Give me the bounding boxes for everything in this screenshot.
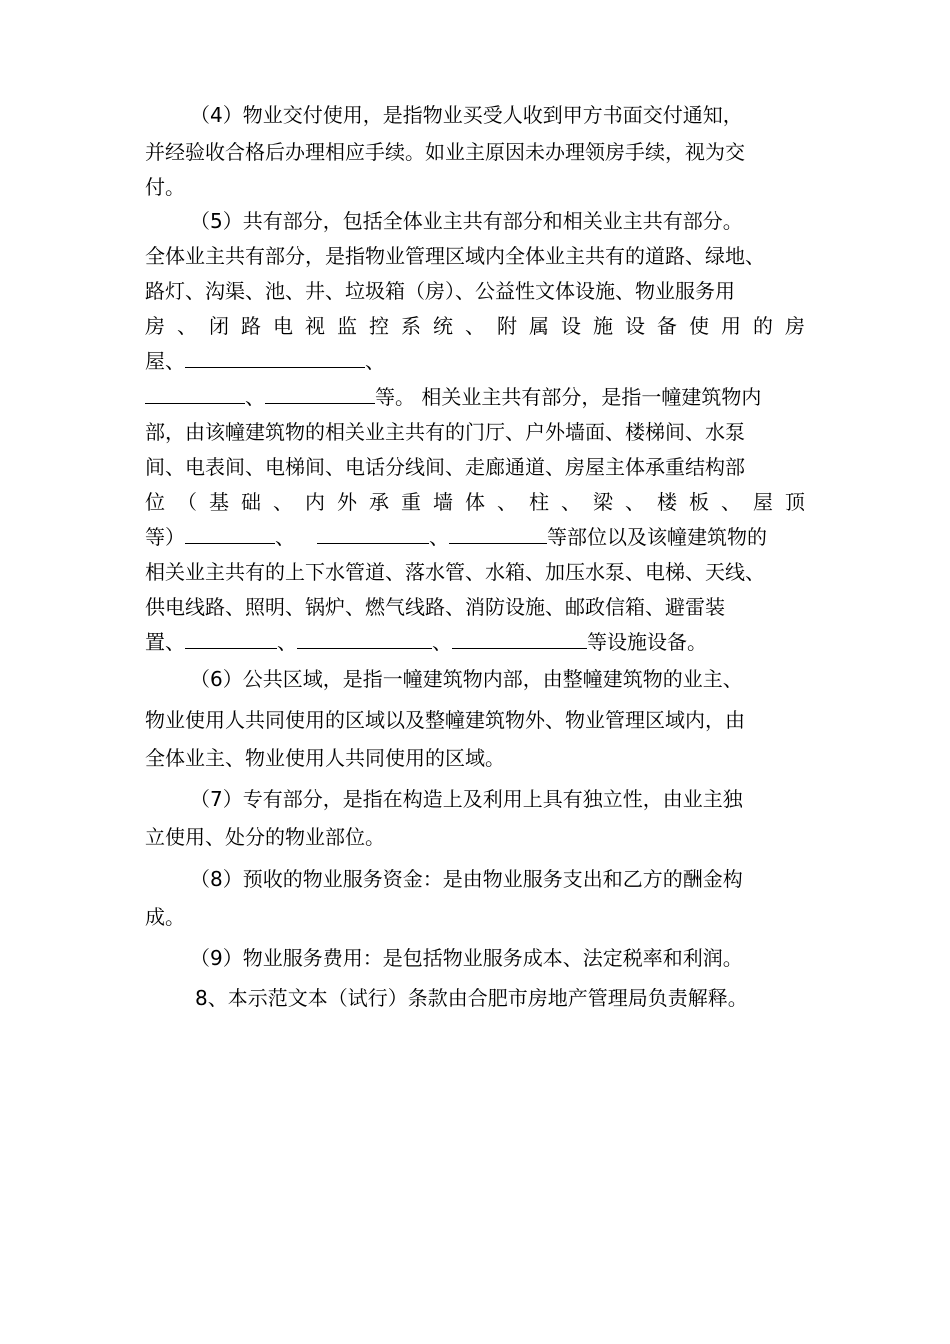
fill-in-blank[interactable] [452, 628, 587, 649]
paragraph-5-line-3: 路灯、沟渠、池、井、垃圾箱（房）、公益性文体设施、物业服务用 [145, 279, 735, 303]
paragraph-7-line-2: 立使用、处分的物业部位。 [145, 825, 385, 849]
paragraph-5-line-11: 相关业主共有的上下水管道、落水管、水箱、加压水泵、电梯、天线、 [145, 560, 765, 584]
paragraph-5-line-6: 、 等。 相关业主共有部分，是指一幢建筑物内 [145, 382, 805, 412]
paragraph-4-line-3: 付。 [145, 175, 185, 199]
paragraph-5-line-2: 全体业主共有部分，是指物业管理区域内全体业主共有的道路、绿地、 [145, 244, 765, 268]
paragraph-9-line-1: （9）物业服务费用：是包括物业服务成本、法定税率和利润。 [190, 946, 743, 970]
fill-in-blank[interactable] [185, 347, 365, 368]
paragraph-4-line-1: （4）物业交付使用，是指物业买受人收到甲方书面交付通知， [190, 103, 743, 127]
paragraph-7-line-1: （7）专有部分，是指在构造上及利用上具有独立性，由业主独 [190, 787, 743, 811]
paragraph-5-line-7: 部，由该幢建筑物的相关业主共有的门厅、户外墙面、楼梯间、水泵 [145, 420, 745, 444]
paragraph-6-line-2: 物业使用人共同使用的区域以及整幢建筑物外、物业管理区域内，由 [145, 708, 745, 732]
paragraph-5-line-10: 等） 、 、 等部位以及该幢建筑物的 [145, 525, 767, 549]
paragraph-5-line-1: （5）共有部分，包括全体业主共有部分和相关业主共有部分。 [190, 209, 743, 233]
clause-8-interpretation: 8、本示范文本（试行）条款由合肥市房地产管理局负责解释。 [195, 986, 748, 1010]
paragraph-5-line-12: 供电线路、照明、锅炉、燃气线路、消防设施、邮政信箱、避雷装 [145, 595, 725, 619]
paragraph-6-line-3: 全体业主、物业使用人共同使用的区域。 [145, 746, 505, 770]
paragraph-5-line-13: 置、 、 、 等设施设备。 [145, 630, 707, 654]
paragraph-4-line-2: 并经验收合格后办理相应手续。如业主原因未办理领房手续，视为交 [145, 140, 745, 164]
paragraph-5-line-5: 屋、 、 [145, 349, 385, 373]
fill-in-blank[interactable] [297, 628, 432, 649]
paragraph-6-line-1: （6）公共区域，是指一幢建筑物内部，由整幢建筑物的业主、 [190, 667, 743, 691]
fill-in-blank[interactable] [449, 523, 547, 544]
paragraph-5-line-8: 间、电表间、电梯间、电话分线间、走廊通道、房屋主体承重结构部 [145, 455, 745, 479]
fill-in-blank[interactable] [185, 628, 277, 649]
paragraph-8-line-2: 成。 [145, 905, 185, 929]
fill-in-blank[interactable] [265, 383, 375, 404]
paragraph-5-line-9: 位 （ 基 础 、 内 外 承 重 墙 体 、 柱 、 梁 、 楼 板 、 屋 顶 [145, 490, 805, 514]
fill-in-blank[interactable] [185, 523, 275, 544]
fill-in-blank[interactable] [317, 523, 429, 544]
paragraph-5-line-4: 房 、 闭 路 电 视 监 控 系 统 、 附 属 设 施 设 备 使 用 的 房 [145, 314, 805, 338]
paragraph-8-line-1: （8）预收的物业服务资金：是由物业服务支出和乙方的酬金构 [190, 867, 743, 891]
fill-in-blank[interactable] [145, 383, 245, 404]
